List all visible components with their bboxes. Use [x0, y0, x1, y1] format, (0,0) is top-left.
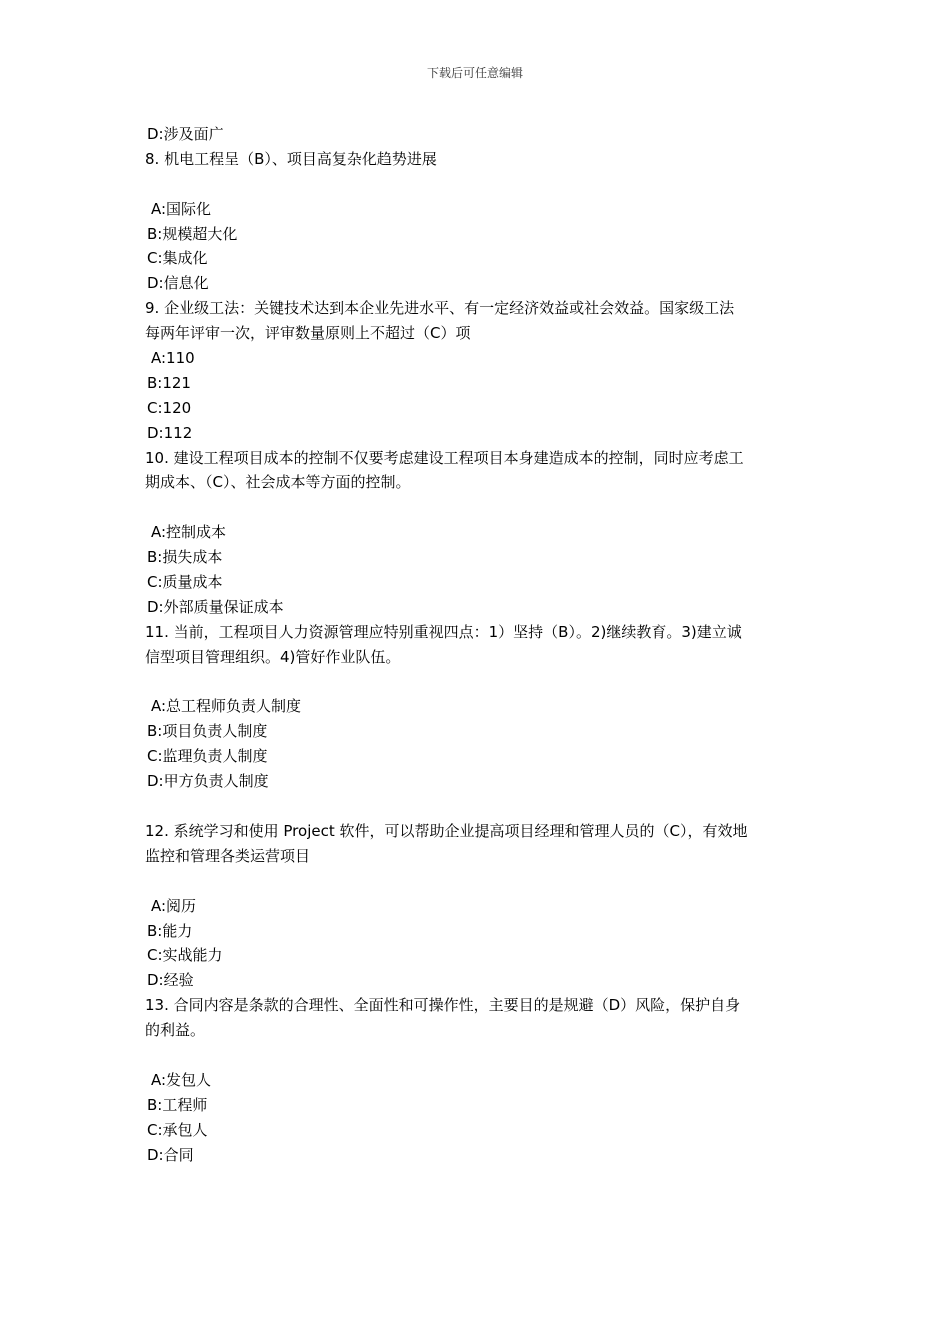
answer-option: A:110	[151, 349, 195, 368]
answer-option: D:甲方负责人制度	[147, 772, 269, 791]
question-line: 11. 当前，工程项目人力资源管理应特别重视四点：1）坚持（B）。2)继续教育。3)建立诚	[145, 622, 742, 641]
answer-option: D:涉及面广	[147, 125, 224, 143]
answer-option: C:集成化	[147, 249, 208, 268]
answer-option: C:120	[147, 398, 192, 417]
answer-option: C:监理负责人制度	[147, 747, 268, 766]
answer-option: A:国际化	[151, 199, 212, 218]
blank-line	[145, 1043, 810, 1068]
question-line: 13. 合同内容是条款的合理性、全面性和可操作性，主要目的是规避（D）风险，保护自身	[145, 996, 741, 1015]
question-line: 信型项目管理组织。4)管好作业队伍。	[145, 647, 401, 666]
question-line: 每两年评审一次，评审数量原则上不超过（C）项	[145, 324, 471, 343]
answer-option: B:工程师	[147, 1095, 208, 1114]
answer-option: A:阅历	[151, 896, 197, 915]
answer-option: B:121	[147, 373, 191, 392]
answer-option: C:质量成本	[147, 573, 223, 592]
question-line: 10. 建设工程项目成本的控制不仅要考虑建设工程项目本身建造成本的控制，同时应考虑工	[145, 448, 744, 467]
blank-line	[145, 670, 810, 695]
question-line: 8. 机电工程呈（B）、项目高复杂化趋势进展	[145, 149, 437, 168]
answer-option: B:损失成本	[147, 548, 223, 567]
answer-option: A:控制成本	[151, 523, 227, 542]
answer-option: B:能力	[147, 921, 193, 940]
blank-line	[145, 869, 810, 894]
question-line: 9. 企业级工法：关键技术达到本企业先进水平、有一定经济效益或社会效益。国家级工法	[145, 299, 735, 318]
blank-line	[145, 172, 810, 197]
answer-option: D:外部质量保证成本	[147, 597, 284, 616]
answer-option: D:经验	[147, 971, 194, 990]
answer-option: A:总工程师负责人制度	[151, 697, 302, 716]
answer-option: B:项目负责人制度	[147, 722, 268, 741]
question-line: 的利益。	[145, 1021, 206, 1040]
question-line: 期成本、（C）、社会成本等方面的控制。	[145, 473, 411, 492]
answer-option: B:规模超大化	[147, 224, 238, 243]
answer-option: D:合同	[147, 1145, 194, 1164]
answer-option: D:信息化	[147, 274, 209, 293]
answer-option: A:发包人	[151, 1070, 212, 1089]
answer-option: C:承包人	[147, 1120, 208, 1139]
blank-line	[145, 495, 810, 520]
answer-option: C:实战能力	[147, 946, 223, 965]
answer-option: D:112	[147, 423, 193, 442]
question-line: 监控和管理各类运营项目	[145, 846, 311, 865]
page-header: 下载后可任意编辑	[426, 66, 523, 80]
question-line: 12. 系统学习和使用 Project 软件，可以帮助企业提高项目经理和管理人员的（C），有效地	[145, 821, 748, 840]
blank-line	[145, 794, 810, 819]
document-body	[145, 122, 810, 1167]
